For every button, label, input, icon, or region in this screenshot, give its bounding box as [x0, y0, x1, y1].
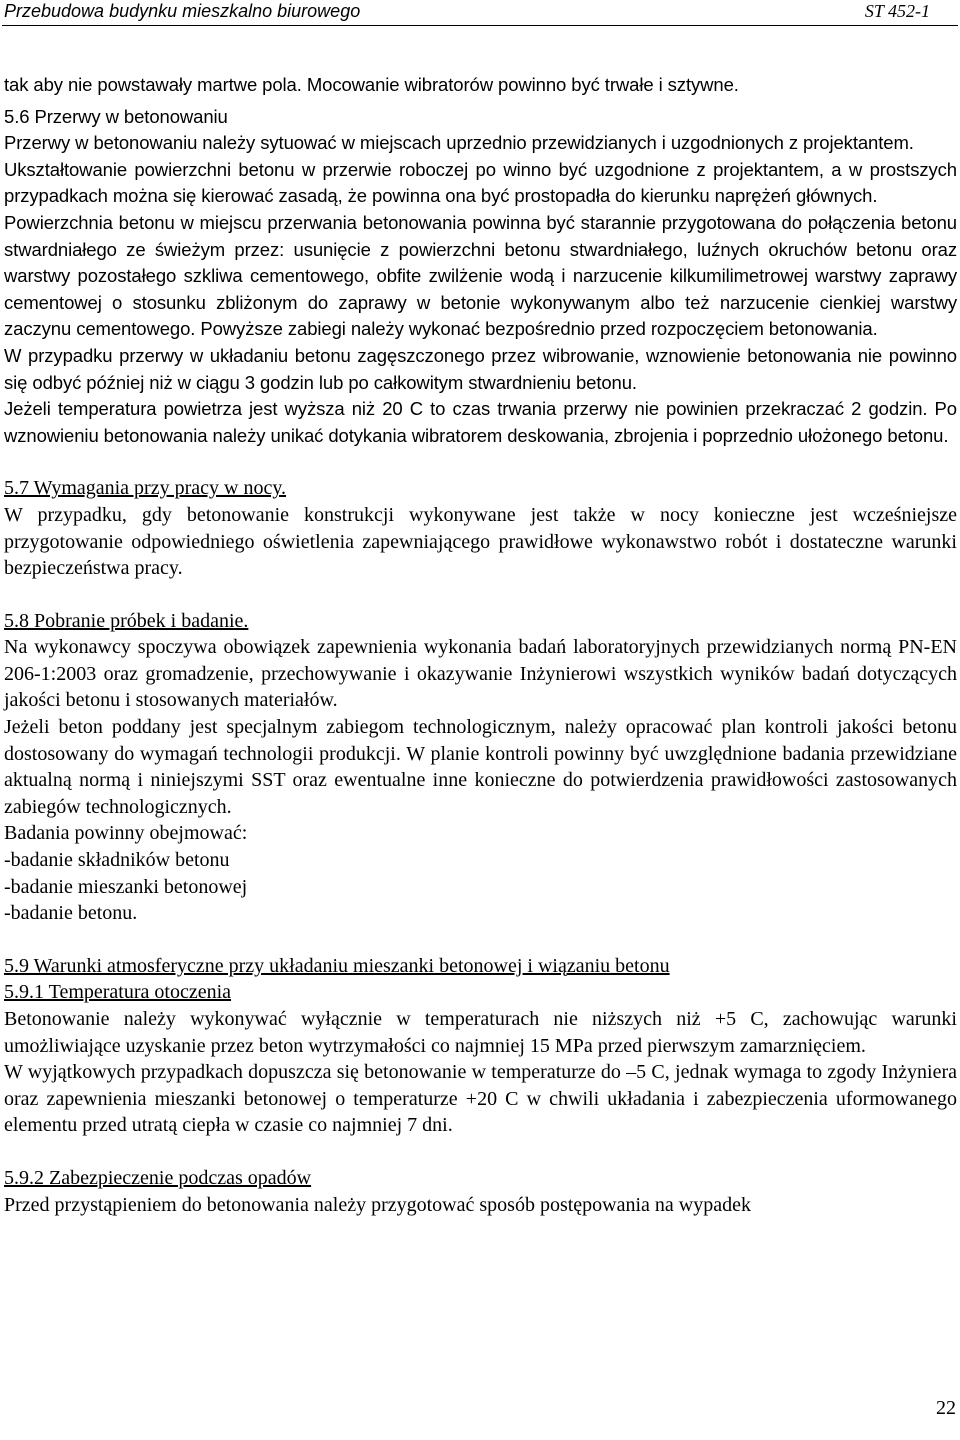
paragraph: Jeżeli beton poddany jest specjalnym zabiegom technologicznym, należy opracować plan kontroli jakości betonu dostosowany do wymagań technologii produkcji. W planie kontroli powinny być uwzględnione badania przewidziane aktualną normą i niniejszymi SST oraz ewentualne inne konieczne do potwierdzenia prawidłowości zastosowanych zabiegów technologicznych.	[4, 716, 957, 818]
paragraph: Powierzchnia betonu w miejscu przerwania betonowania powinna być starannie przygotowana do połączenia betonu stwardniałego ze świeżym przez: usunięcie z powierzchni betonu stwardniałego, luźnych okruchów betonu oraz warstwy pozostałego szkliwa cementowego, obfite zwilżenie wodą i narzucenie kilkumilimetrowej warstwy zaprawy cementowej o stosunku zbliżonym do zaprawy w betonie wykonywanym albo też narzucenie cienkiej warstwy zaczynu cementowego. Powyższe zabiegi należy wykonać bezpośrednio przed rozpoczęciem betonowania.	[4, 211, 957, 340]
paragraph: Ukształtowanie powierzchni betonu w przerwie roboczej po winno być uzgodnione z projektantem, a w prostszych przypadkach można się kierować zasadą, że powinna ona być prostopadła do kierunku naprężeń głównych.	[4, 158, 957, 207]
page-header	[0, 0, 960, 28]
spacer	[4, 1139, 957, 1165]
heading-5-9: 5.9 Warunki atmosferyczne przy układaniu mieszanki betonowej i wiązaniu betonu	[4, 954, 670, 977]
header-rule	[2, 25, 958, 26]
intro-paragraph: tak aby nie powstawały martwe pola. Mocowanie wibratorów powinno być trwałe i sztywne.	[4, 74, 739, 95]
paragraph: Przerwy w betonowaniu należy sytuować w miejscach uprzednio przewidzianych i uzgodnionych z projektantem.	[4, 132, 914, 154]
serif-sections	[4, 449, 957, 1218]
section-5-6	[4, 72, 957, 449]
heading-5-9-2: 5.9.2 Zabezpieczenie podczas opadów	[4, 1166, 312, 1189]
heading-5-7: 5.7 Wymagania przy pracy w nocy.	[4, 477, 287, 500]
paragraph: W przypadku przerwy w układaniu betonu zagęszczonego przez wibrowanie, wznowienie betonowania nie powinno się odbyć później niż w ciągu 3 godzin lub po całkowitym stwardnieniu betonu.	[4, 344, 957, 393]
heading-5-9-1: 5.9.1 Temperatura otoczenia	[4, 981, 232, 1004]
list-item: -badanie mieszanki betonowej	[4, 875, 248, 898]
paragraph: Jeżeli temperatura powietrza jest wyższa niż 20 C to czas trwania przerwy nie powinien przekraczać 2 godzin. Po wznowieniu betonowania należy unikać dotykania wibratorem deskowania, zbrojenia i poprzednio ułożonego betonu.	[4, 398, 957, 446]
page-number: 22	[936, 1397, 956, 1419]
paragraph: Betonowanie należy wykonywać wyłącznie w temperaturach nie niższych niż +5 C, zachowując warunki umożliwiające uzyskanie przez beton wytrzymałości co najmniej 15 MPa przed pierwszym zamarznięciem.	[4, 1008, 957, 1057]
spacer	[4, 449, 957, 475]
list-intro: Badania powinny obejmować:	[4, 822, 248, 845]
list-item: -badanie betonu.	[4, 902, 138, 925]
heading-5-8: 5.8 Pobranie próbek i badanie.	[4, 609, 249, 632]
paragraph: W wyjątkowych przypadkach dopuszcza się betonowanie w temperaturze do –5 C, jednak wymaga to zgody Inżyniera oraz zapewnienia mieszanki betonowej o temperaturze +20 C w chwili układania i zabezpieczenia uformowanego elementu przed utratą ciepła w czasie co najmniej 7 dni.	[4, 1061, 957, 1137]
paragraph: Przed przystąpieniem do betonowania należy przygotować sposób postępowania na wypadek	[4, 1193, 751, 1216]
header-title: Przebudowa budynku mieszkalno biurowego	[4, 1, 361, 21]
spacer	[4, 582, 957, 608]
list-item: -badanie składników betonu	[4, 849, 230, 872]
document-body	[4, 72, 957, 1218]
header-code: ST 452-1	[864, 1, 930, 21]
paragraph: W przypadku, gdy betonowanie konstrukcji wykonywane jest także w nocy konieczne jest wcześniejsze przygotowanie odpowiedniego oświetlenia zapewniającego prawidłowe wykonawstwo robót i dostateczne warunki bezpieczeństwa pracy.	[4, 503, 957, 580]
spacer	[4, 927, 957, 953]
heading-5-6: 5.6 Przerwy w betonowaniu	[4, 105, 228, 127]
paragraph: Na wykonawcy spoczywa obowiązek zapewnienia wykonania badań laboratoryjnych przewidzianych normą PN-EN 206-1:2003 oraz gromadzenie, przechowywanie i okazywanie Inżynierowi wszystkich wyników badań dotyczących jakości betonu i stosowanych materiałów.	[4, 636, 957, 712]
